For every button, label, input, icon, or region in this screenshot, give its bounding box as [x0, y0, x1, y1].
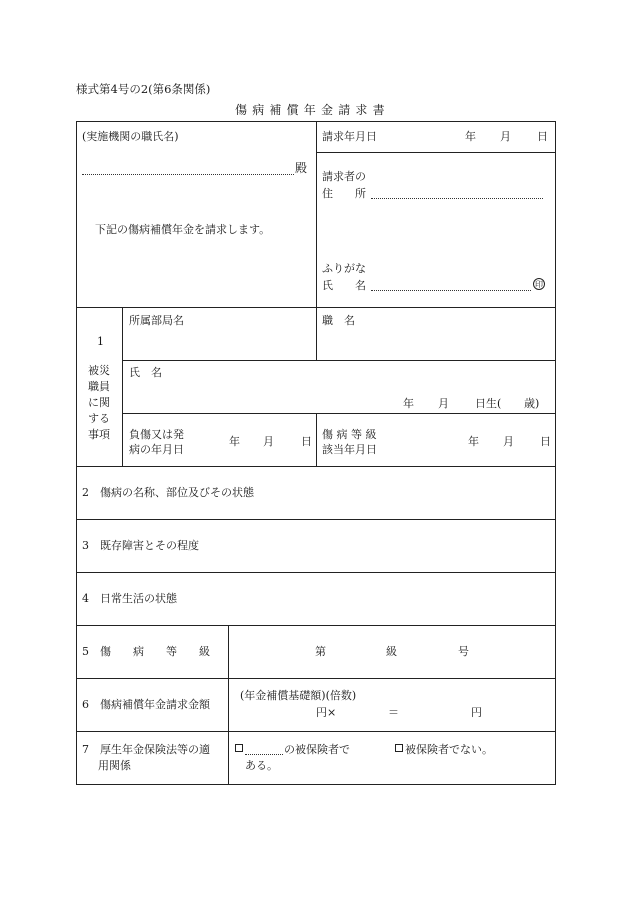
request-date-day: 日 [537, 130, 548, 143]
rule-top-split [316, 121, 317, 307]
claimant-name-line[interactable] [371, 290, 531, 291]
grade-dai: 第 [315, 645, 326, 658]
victim-label-line-1: 被災 [88, 364, 110, 377]
insured-option-text: の被保険者で [284, 743, 350, 756]
rule-grade-date [316, 413, 317, 466]
pension-formula-times: 円× [316, 706, 337, 719]
injury-date-day: 日 [301, 435, 312, 448]
age-suffix: 歳) [524, 397, 540, 410]
grade-date-year: 年 [468, 435, 479, 448]
address-line[interactable] [371, 198, 543, 199]
furigana-label: ふりがな [322, 262, 366, 275]
victim-label-line-2: 職員 [88, 380, 110, 393]
birth-month: 月 [438, 397, 449, 410]
insured-scheme-line[interactable] [245, 754, 283, 755]
row-daily-life: 4 日常生活の状態 [82, 592, 177, 605]
rule-victim-label [122, 307, 123, 466]
address-label: 請求者の [322, 170, 366, 183]
row-welfare-pension-label-second: 用関係 [98, 759, 131, 772]
victim-label-line-4: する [88, 412, 110, 425]
grade-date-label: 傷 病 等 級 [322, 428, 377, 441]
request-date-label: 請求年月日 [322, 130, 377, 143]
insured-checkbox[interactable] [235, 744, 243, 752]
form-title: 傷病補償年金請求書 [235, 103, 390, 117]
recipient-name-line[interactable] [82, 174, 294, 175]
grade-date-day: 日 [540, 435, 551, 448]
rule-position [316, 307, 317, 360]
rule-row4 [76, 572, 556, 573]
rule-row3 [76, 519, 556, 520]
injury-date-label: 負傷又は発 [129, 428, 184, 441]
request-statement: 下記の傷病補償年金を請求します。 [95, 223, 271, 236]
rule-department [122, 360, 556, 361]
rule-rows-5-7 [228, 625, 229, 785]
request-date-year: 年 [465, 130, 476, 143]
rule-victim-name [122, 413, 556, 414]
row-existing-disability: 3 既存障害とその程度 [82, 539, 199, 552]
pension-formula-heading: (年金補償基礎額)(倍数) [240, 689, 357, 702]
form-number: 様式第4号の2(第6条関係) [76, 82, 211, 96]
row-welfare-pension-label: 7 厚生年金保険法等の適 [82, 743, 210, 756]
victim-section-number: 1 [97, 335, 104, 348]
injury-date-year: 年 [229, 435, 240, 448]
row-pension-amount-label: 6 傷病補償年金請求金額 [82, 698, 210, 711]
rule-request-date [316, 152, 556, 153]
injury-date-month: 月 [263, 435, 274, 448]
row-injury-grade-label: 5 傷 病 等 級 [82, 645, 210, 658]
request-date-month: 月 [500, 130, 511, 143]
recipient-label: (実施機関の職氏名) [82, 130, 179, 143]
department-label: 所属部局名 [129, 314, 184, 327]
not-insured-checkbox[interactable] [395, 744, 403, 752]
pension-formula-yen: 円 [471, 706, 482, 719]
birth-year: 年 [403, 397, 414, 410]
not-insured-option-text: 被保険者でない。 [405, 743, 493, 756]
address-label-second: 住 所 [322, 187, 366, 200]
victim-name-label: 氏 名 [129, 366, 162, 379]
grade-kyu: 級 [386, 645, 397, 658]
grade-date-month: 月 [503, 435, 514, 448]
rule-row2 [76, 466, 556, 467]
rule-row6 [76, 678, 556, 679]
honorific: 殿 [295, 161, 308, 175]
rule-row5 [76, 625, 556, 626]
seal-mark: 印 [535, 280, 543, 289]
birth-day-text: 日生( [475, 397, 502, 410]
victim-label-line-3: に関 [88, 396, 110, 409]
rule-row7 [76, 731, 556, 732]
grade-go: 号 [458, 645, 469, 658]
injury-date-label-second: 病の年月日 [129, 443, 184, 456]
insured-option-text-second: ある。 [245, 759, 278, 772]
victim-label-line-5: 事項 [88, 428, 110, 441]
claimant-name-label: 氏 名 [322, 279, 366, 292]
pension-formula-equals: ＝ [388, 706, 399, 719]
row-injury-description: 2 傷病の名称、部位及びその状態 [82, 486, 254, 499]
grade-date-label-second: 該当年月日 [322, 443, 377, 456]
position-label: 職 名 [322, 314, 355, 327]
